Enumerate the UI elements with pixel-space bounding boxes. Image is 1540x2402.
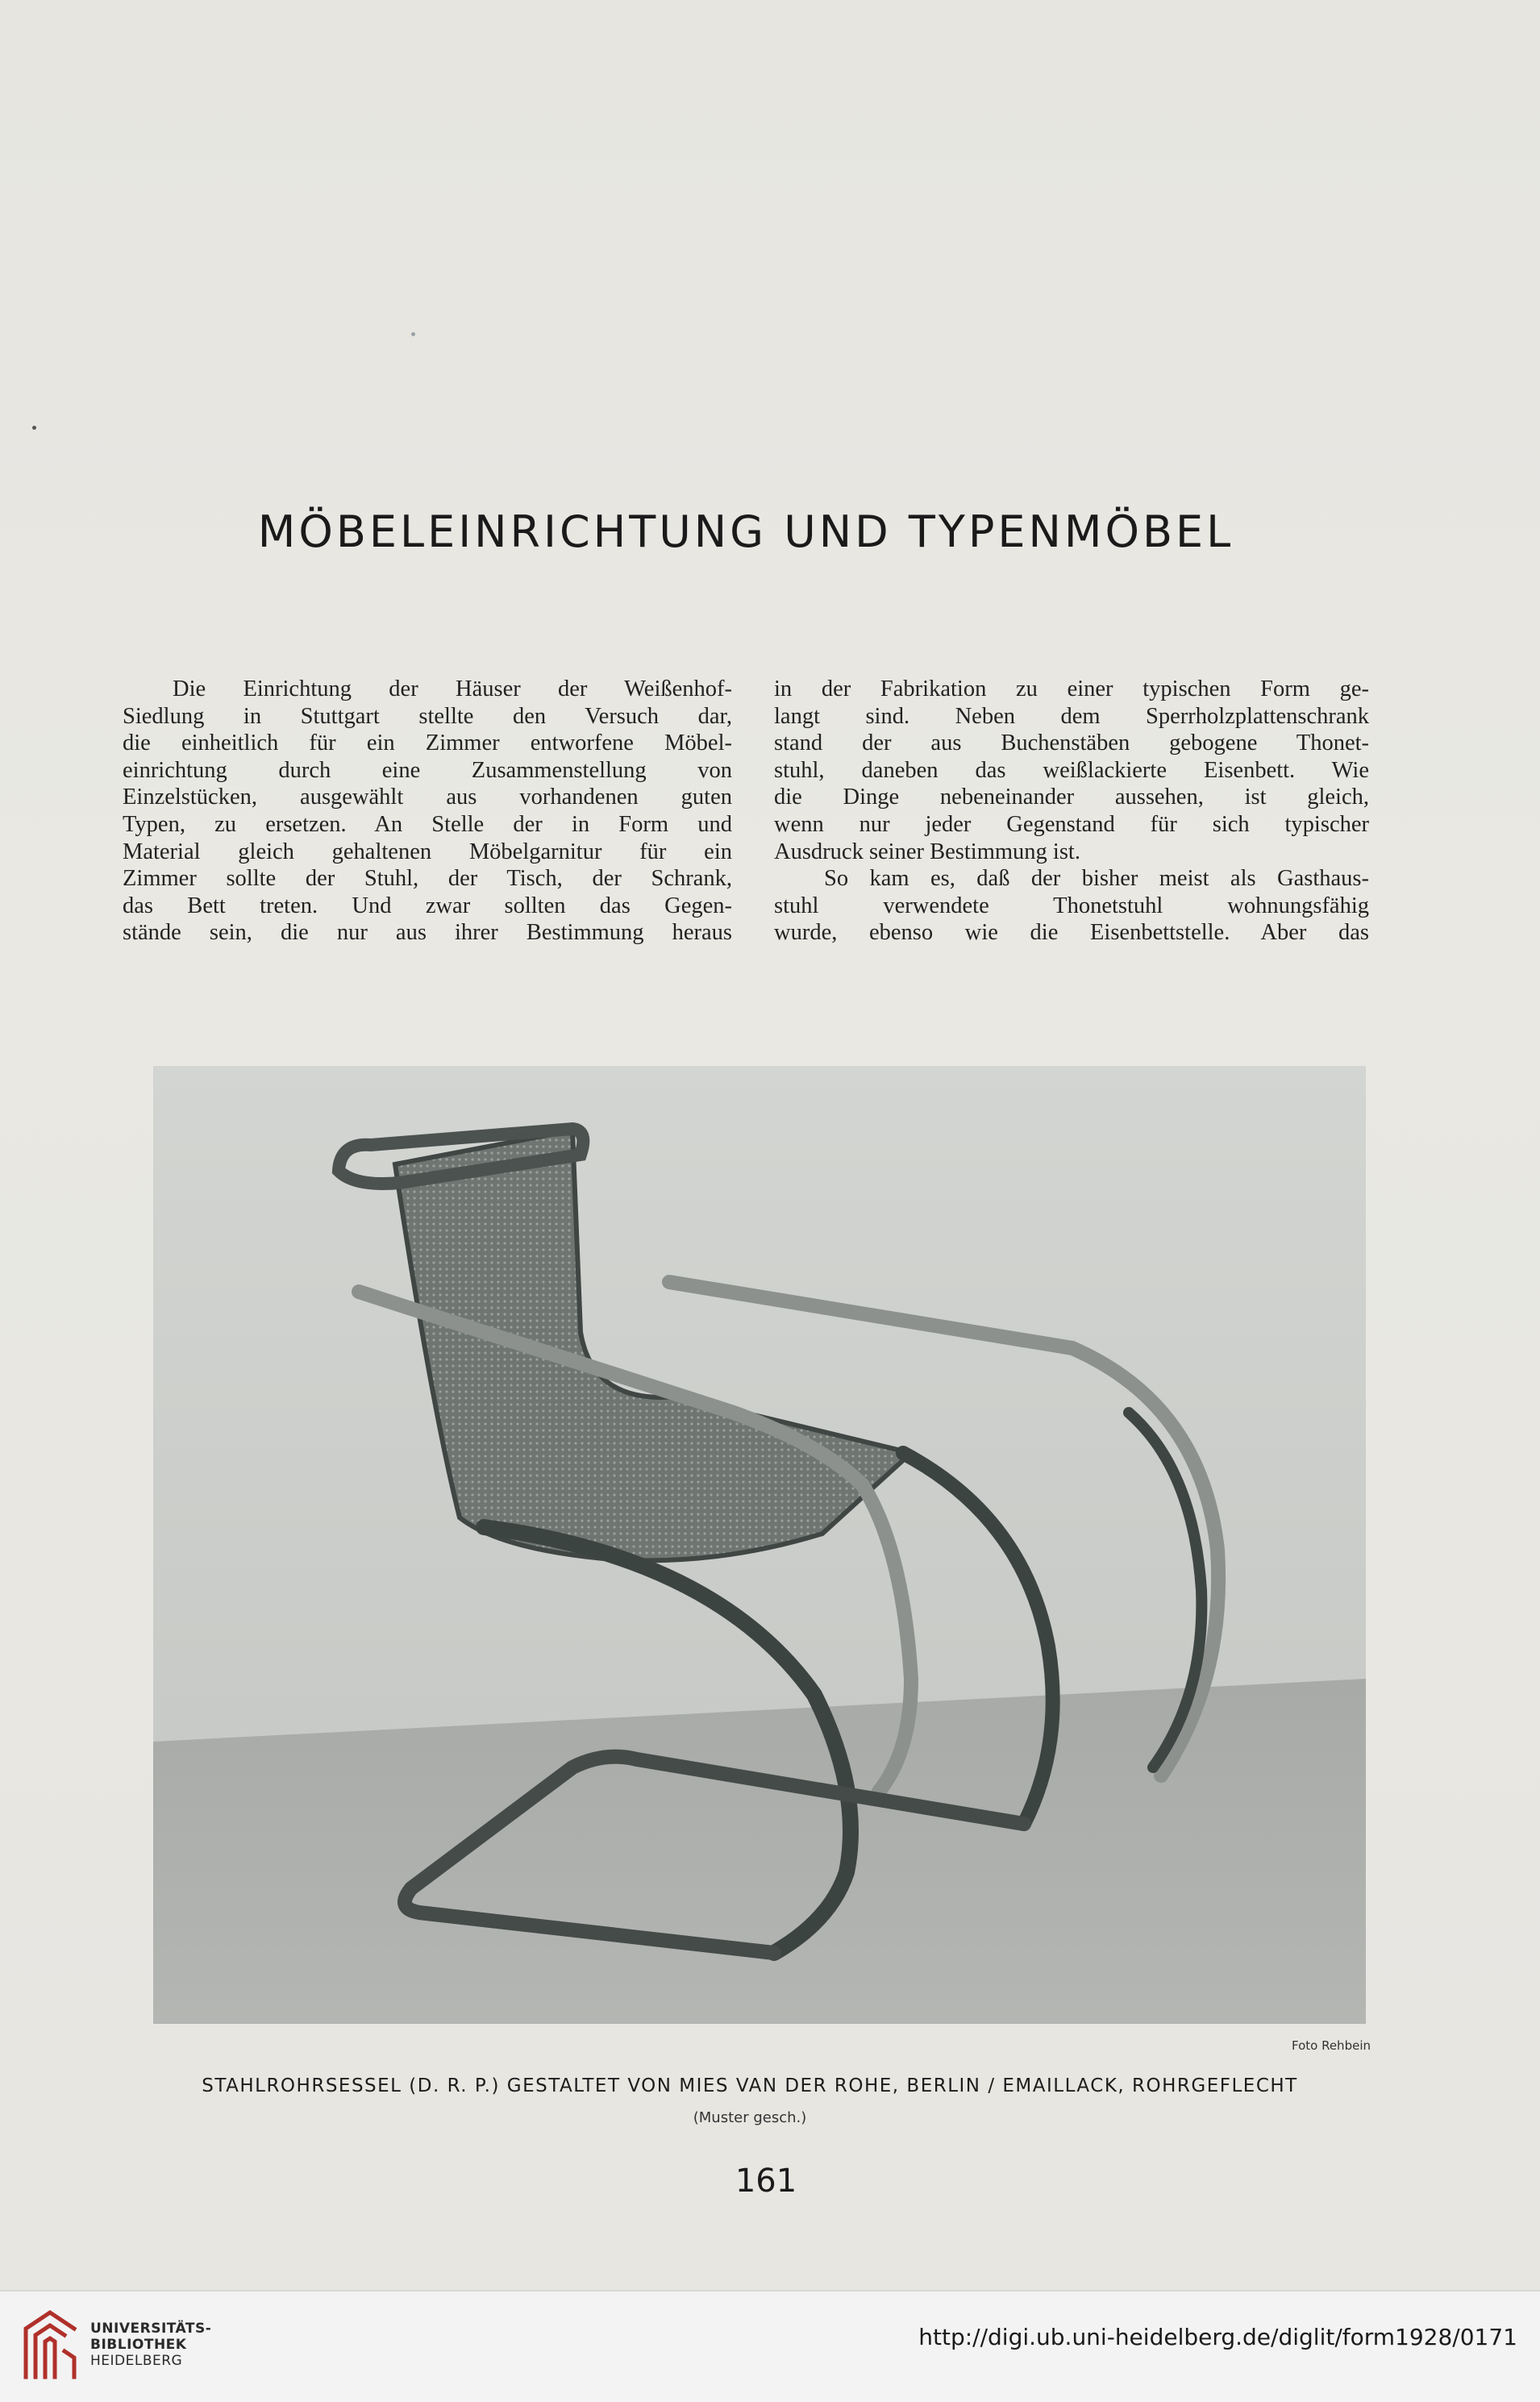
- text-line: die Dinge nebeneinander aussehen, ist gleich,: [774, 785, 1369, 810]
- digital-library-footer: [0, 2290, 1540, 2402]
- text-line: Siedlung in Stuttgart stellte den Versuch dar,: [123, 703, 732, 729]
- text-column-left: [123, 676, 732, 947]
- library-name-line: UNIVERSITÄTS-: [90, 2321, 212, 2337]
- text-line: Die Einrichtung der Häuser der Weißenhof-: [173, 676, 732, 701]
- text-line: wenn nur jeder Gegenstand für sich typischer: [774, 811, 1369, 837]
- article-title: MÖBELEINRICHTUNG UND TYPENMÖBEL: [257, 506, 1234, 557]
- text-line: wurde, ebenso wie die Eisenbettstelle. Aber das: [774, 920, 1369, 946]
- page-number: 161: [735, 2163, 797, 2200]
- library-logo-icon: [18, 2304, 82, 2385]
- text-line: stuhl, daneben das weißlackierte Eisenbett. Wie: [774, 757, 1369, 783]
- text-line: langt sind. Neben dem Sperrholzplattenschrank: [774, 703, 1369, 729]
- text-line: stände sein, die nur aus ihrer Bestimmung heraus: [123, 920, 732, 946]
- text-line: Ausdruck seiner Bestimmung ist.: [774, 839, 1080, 864]
- text-line: das Bett treten. Und zwar sollten das Gegen-: [123, 893, 732, 918]
- text-line: in der Fabrikation zu einer typischen Form ge-: [774, 676, 1369, 701]
- library-name-line: BIBLIOTHEK: [90, 2337, 187, 2353]
- library-name: [90, 2321, 211, 2369]
- scan-speck: [411, 332, 415, 336]
- figure-caption: STAHLROHRSESSEL (D. R. P.) GESTALTET VON MIES VAN DER ROHE, BERLIN / EMAILLACK, ROHRGEFLECHT: [202, 2075, 1298, 2096]
- permalink-url[interactable]: http://digi.ub.uni-heidelberg.de/diglit/form1928/0171: [918, 2324, 1517, 2350]
- text-column-right: [774, 676, 1369, 947]
- text-line: einrichtung durch eine Zusammenstellung von: [123, 757, 732, 783]
- text-line: stand der aus Buchenstäben gebogene Thonet-: [774, 731, 1369, 756]
- text-line: Zimmer sollte der Stuhl, der Tisch, der Schrank,: [123, 866, 732, 892]
- library-name-line: HEIDELBERG: [90, 2353, 183, 2369]
- photo-credit: Foto Rehbein: [1291, 2038, 1371, 2053]
- figure-subcaption: (Muster gesch.): [693, 2109, 807, 2126]
- scan-speck: [32, 426, 36, 430]
- text-line: Einzelstücken, ausgewählt aus vorhandenen guten: [123, 785, 732, 810]
- show-through-text: [242, 153, 1355, 202]
- text-line: Material gleich gehaltenen Möbelgarnitur für ein: [123, 839, 732, 864]
- text-line: Typen, zu ersetzen. An Stelle der in Form und: [123, 811, 732, 837]
- text-line: stuhl verwendete Thonetstuhl wohnungsfähig: [774, 893, 1369, 918]
- chair-illustration: [153, 1066, 1366, 2024]
- chair-photograph: [153, 1066, 1366, 2024]
- text-line: So kam es, daß der bisher meist als Gasthaus-: [824, 866, 1369, 892]
- text-line: die einheitlich für ein Zimmer entworfene Möbel-: [123, 731, 732, 756]
